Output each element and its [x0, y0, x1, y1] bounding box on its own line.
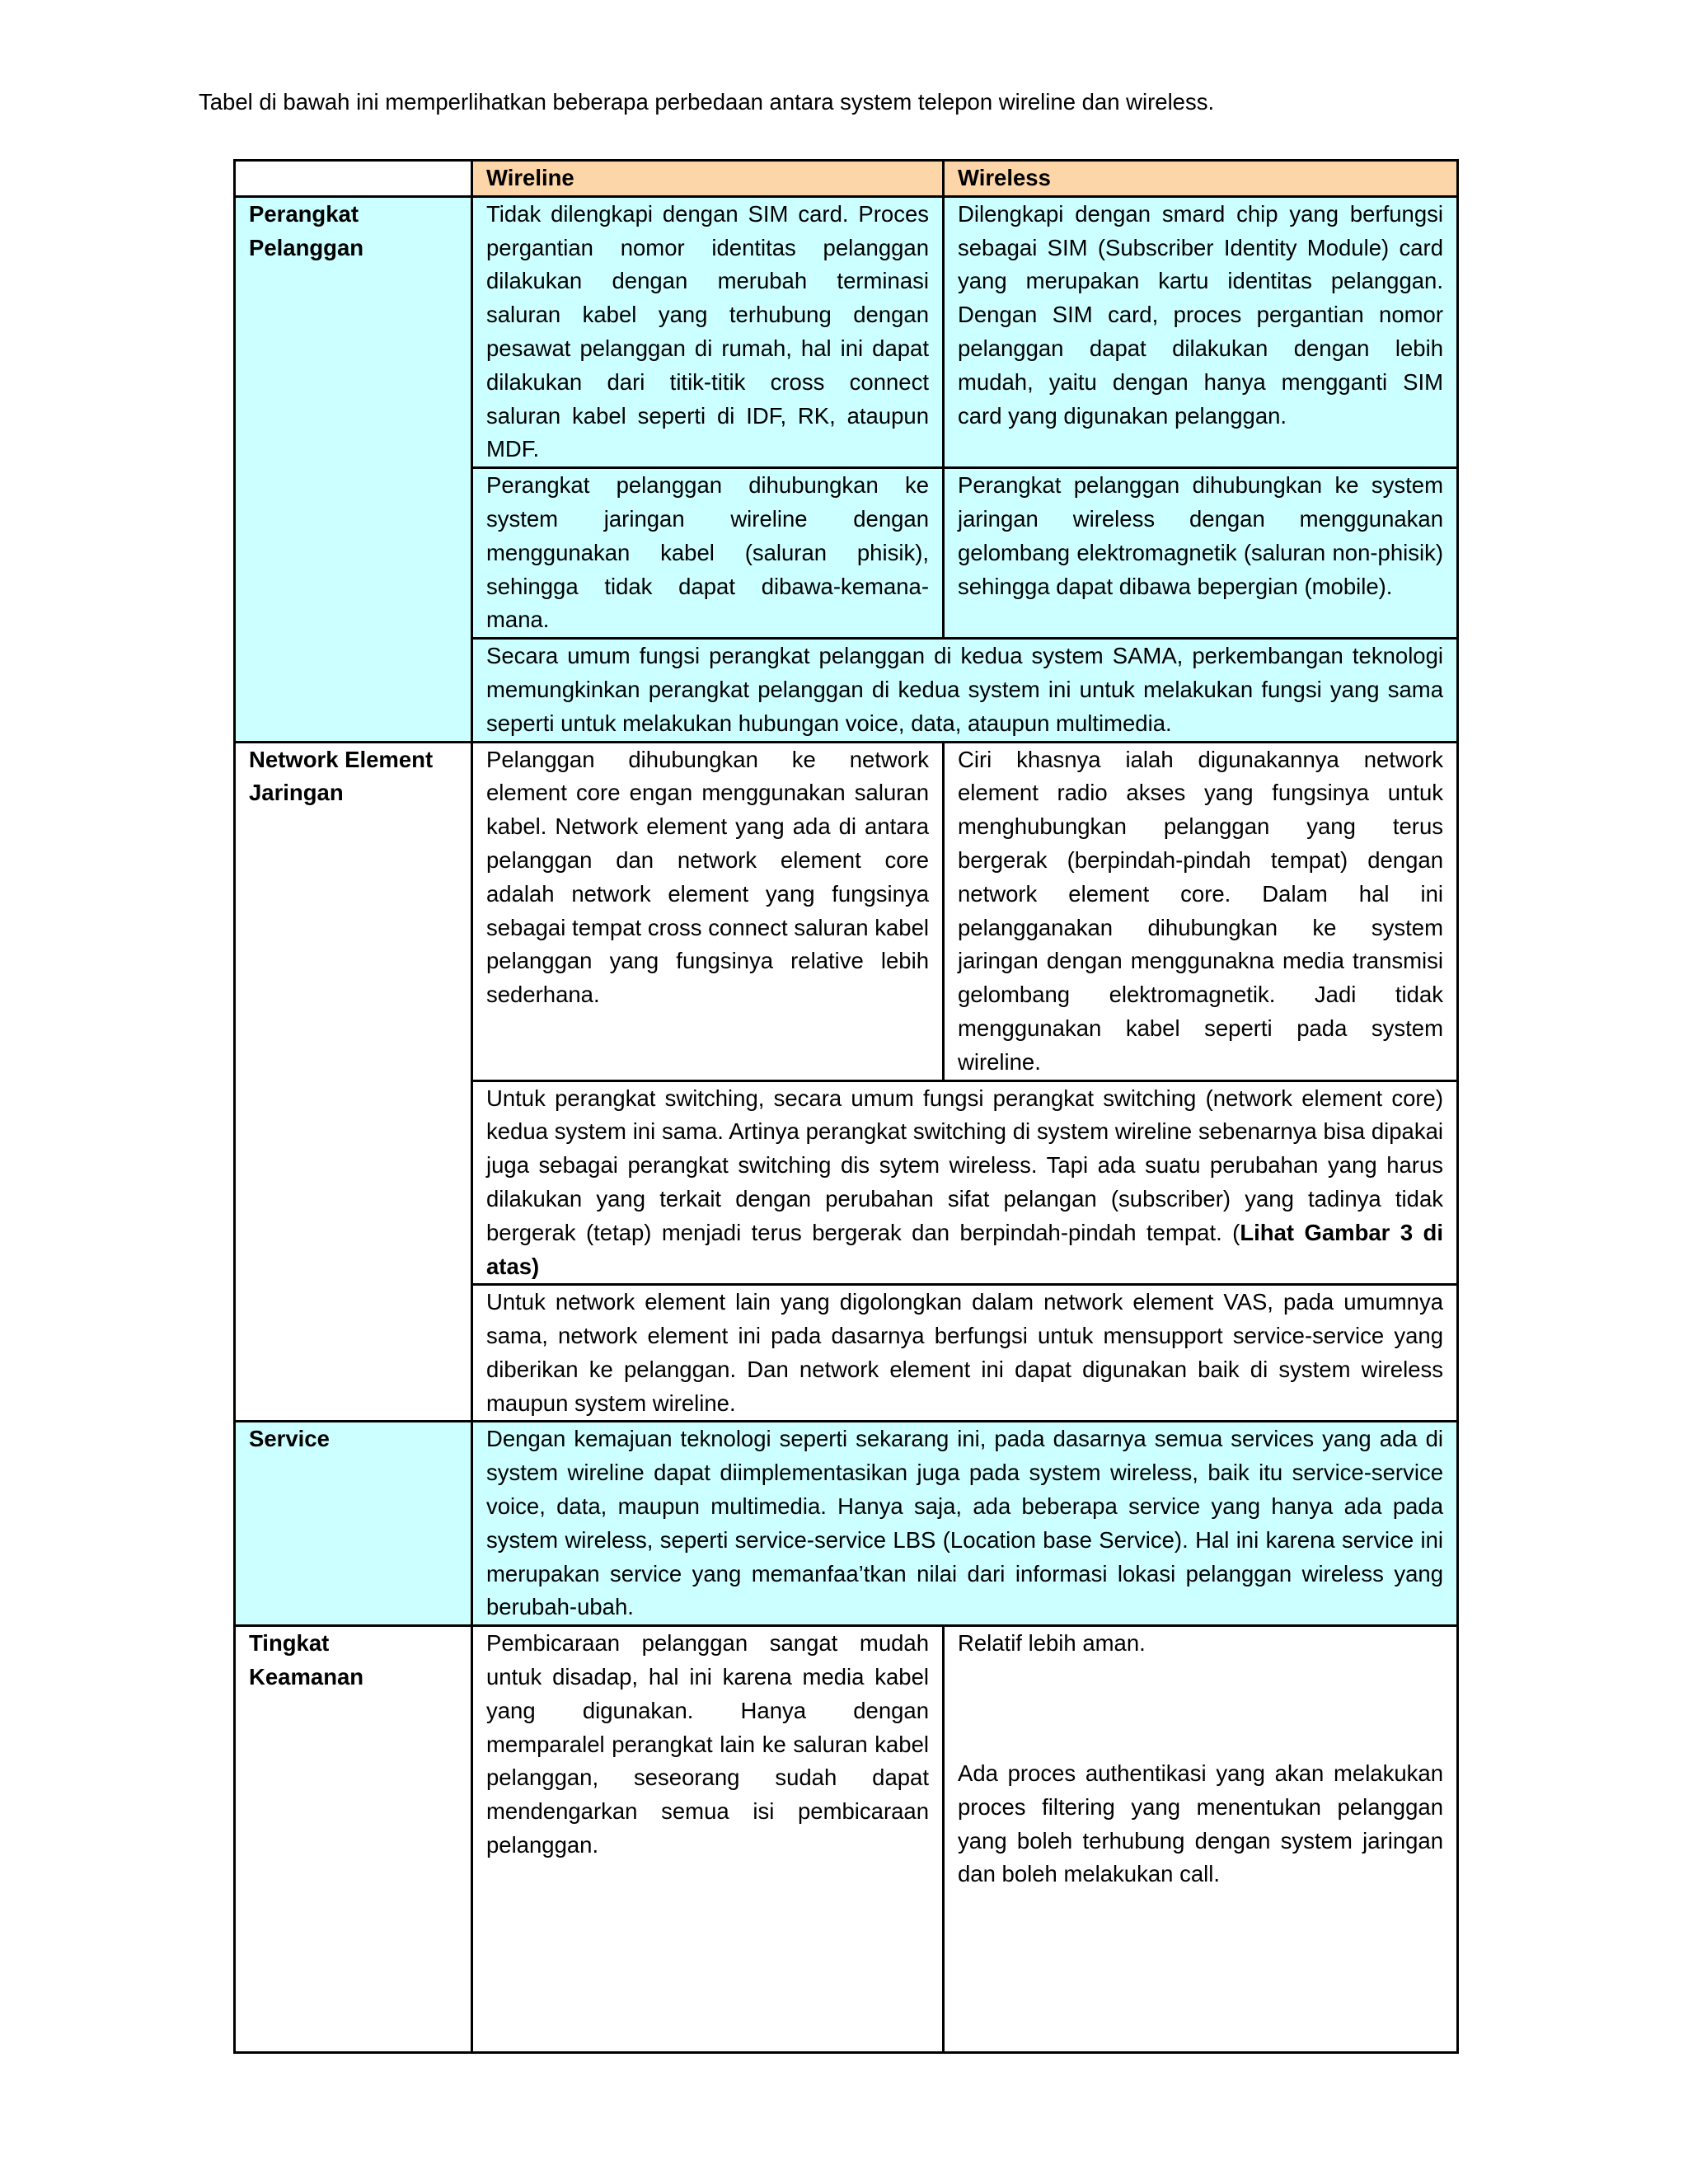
row-label-keamanan [235, 1626, 472, 2053]
table-row [235, 1626, 1458, 2053]
row-label-service: Service [235, 1422, 472, 1626]
header-wireless: Wireless [944, 161, 1458, 197]
cell-keamanan-wireless [944, 1626, 1458, 2053]
cell-perangkat-both: Secara umum fungsi perangkat pelanggan di kedua system SAMA, perkembangan teknologi memungkinkan perangkat pelanggan di kedua system ini untuk melakukan fungsi yang sama seperti untuk melakukan hubungan voice, data, ataupun multimedia. [472, 639, 1458, 742]
table-row [235, 196, 1458, 467]
table-row [235, 1422, 1458, 1626]
header-blank-cell [235, 161, 472, 197]
row-label-perangkat: Perangkat Pelanggan [235, 196, 472, 742]
cell-network-wireline-1: Pelanggan dihubungkan ke network element core engan menggunakan saluran kabel. Network element yang ada di antara pelanggan dan network element core adalah network element yang fungsinya sebagai tempat cross connect saluran kabel pelanggan yang fungsinya relative lebih sederhana. [472, 742, 944, 1080]
cell-perangkat-wireless-2: Perangkat pelanggan dihubungkan ke system jaringan wireless dengan menggunakan gelombang elektromagnetik (saluran non-phisik) sehingga dapat dibawa bepergian (mobile). [944, 468, 1458, 639]
cell-perangkat-wireless-1: Dilengkapi dengan smard chip yang berfungsi sebagai SIM (Subscriber Identity Module) card yang merupakan kartu identitas pelanggan. Dengan SIM card, proces pergantian nomor pelanggan dapat dilakukan dengan lebih mudah, yaitu dengan hanya mengganti SIM card yang digunakan pelanggan. [944, 196, 1458, 467]
comparison-table [233, 159, 1459, 2054]
cell-network-wireless-1: Ciri khasnya ialah digunakannya network element radio akses yang fungsinya untuk menghubungkan pelanggan yang terus bergerak (berpindah-pindah tempat) dengan network element core. Dalam hal ini pelangganakan dihubungkan ke system jaringan dengan menggunakna media transmisi gelombang elektromagnetik. Jadi tidak menggunakan kabel seperti pada system wireline. [944, 742, 1458, 1080]
cell-service: Dengan kemajuan teknologi seperti sekarang ini, pada dasarnya semua services yang ada di system wireline dapat diimplementasikan juga pada system wireless, baik itu service-service voice, data, maupun multimedia. Hanya saja, ada beberapa service yang hanya ada pada system wireless, seperti service-service LBS (Location base Service). Hal ini karena service ini merupakan service yang memanfaa’tkan nilai dari informasi lokasi pelanggan wireless yang berubah-ubah. [472, 1422, 1458, 1626]
spacer [958, 1661, 1443, 1757]
cell-perangkat-wireline-2: Perangkat pelanggan dihubungkan ke system jaringan wireline dengan menggunakan kabel (saluran phisik), sehingga tidak dapat dibawa-kemana-mana. [472, 468, 944, 639]
keamanan-wireless-detail: Ada proces authentikasi yang akan melakukan proces filtering yang menentukan pelanggan yang boleh terhubung dengan system jaringan dan boleh melakukan call. [958, 1760, 1443, 1887]
table-header-row [235, 161, 1458, 197]
cell-network-switching [472, 1080, 1458, 1285]
figure-reference: Lihat Gambar 3 di atas) [486, 1219, 1443, 1279]
keamanan-label: Tingkat Keamanan [249, 1630, 364, 1690]
header-wireline: Wireline [472, 161, 944, 197]
table-row [235, 742, 1458, 1080]
intro-text: Tabel di bawah ini memperlihatkan beberapa perbedaan antara system telepon wireline dan wireless. [199, 89, 1215, 115]
cell-network-vas: Untuk network element lain yang digolongkan dalam network element VAS, pada umumnya sama, network element ini pada dasarnya berfungsi untuk mensupport service-service yang diberikan ke pelanggan. Dan network element ini dapat digunakan baik di system wireless maupun system wireline. [472, 1285, 1458, 1422]
cell-perangkat-wireline-1: Tidak dilengkapi dengan SIM card. Proces pergantian nomor identitas pelanggan dilakukan dengan merubah terminasi saluran kabel yang terhubung dengan pesawat pelanggan di rumah, hal ini dapat dilakukan dari titik-titik cross connect saluran kabel seperti di IDF, RK, ataupun MDF. [472, 196, 944, 467]
network-switching-text: Untuk perangkat switching, secara umum fungsi perangkat switching (network element core) kedua system ini sama. Artinya perangkat switching di system wireline sebenarnya bisa dipakai juga sebagai perangkat switching dis sytem wireless. Tapi ada suatu perubahan yang harus dilakukan yang terkait dengan perubahan sifat pelangan (subscriber) yang tadinya tidak bergerak (tetap) menjadi terus bergerak dan berpindah-pindah tempat. ( [486, 1085, 1443, 1245]
row-label-network: Network Element Jaringan [235, 742, 472, 1422]
cell-keamanan-wireline: Pembicaraan pelanggan sangat mudah untuk disadap, hal ini karena media kabel yang digunakan. Hanya dengan memparalel perangkat lain ke saluran kabel pelanggan, seseorang sudah dapat mendengarkan semua isi pembicaraan pelanggan. [472, 1626, 944, 2053]
keamanan-wireless-summary: Relatif lebih aman. [958, 1630, 1146, 1657]
